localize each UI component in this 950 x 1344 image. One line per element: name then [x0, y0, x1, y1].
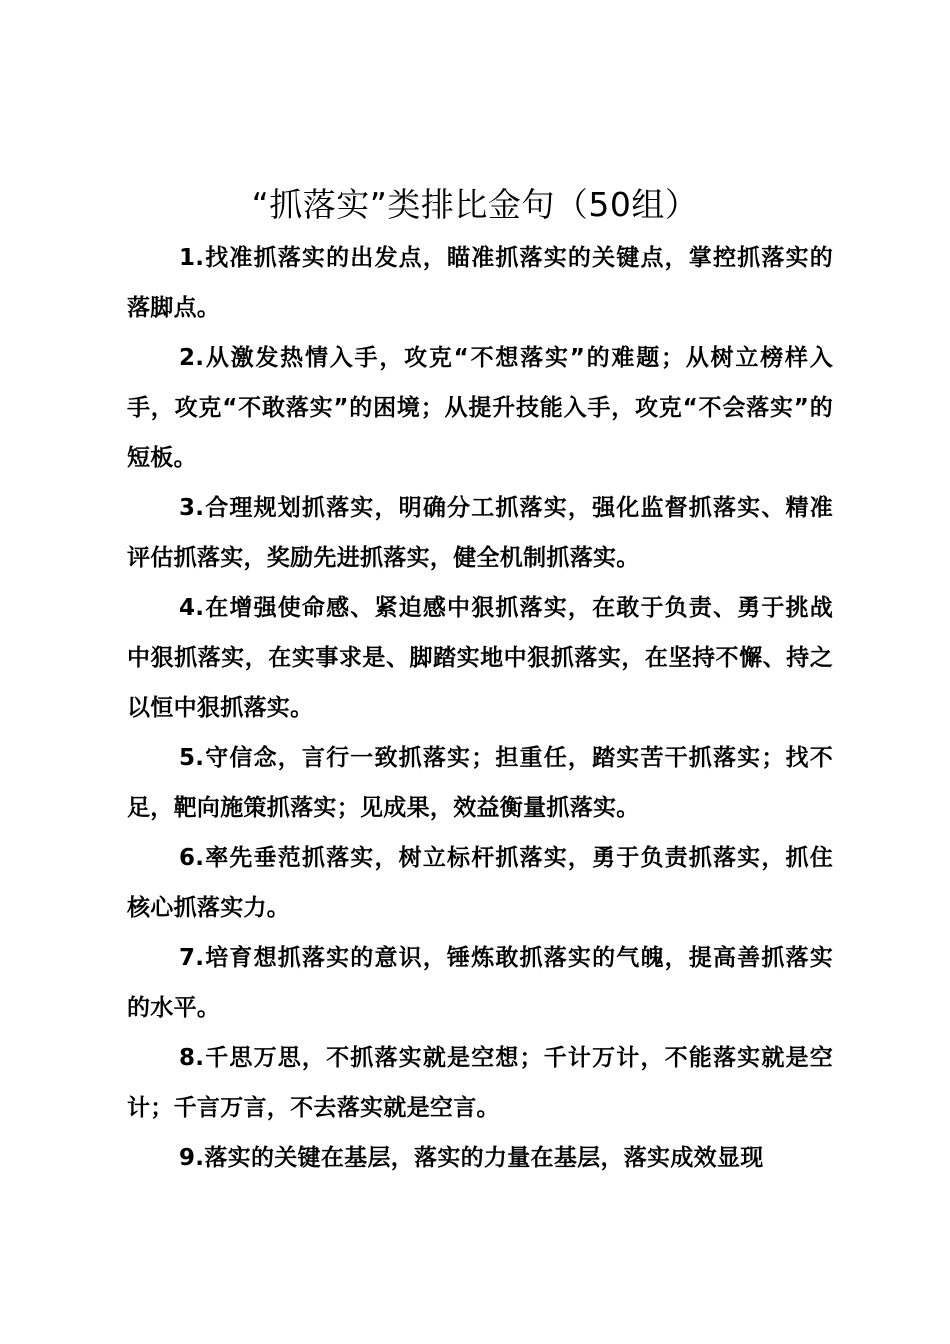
- paragraph-3: 3.合理规划抓落实，明确分工抓落实，强化监督抓落实、精准评估抓落实，奖励先进抓落实，健全机制抓落实。: [127, 495, 833, 571]
- paragraph-2: 2.从激发热情入手，攻克“不想落实”的难题；从树立榜样入手，攻克“不敢落实”的困境；从提升技能入手，攻克“不会落实”的短板。: [127, 345, 833, 471]
- paragraph-1: 1.找准抓落实的出发点，瞄准抓落实的关键点，掌控抓落实的落脚点。: [127, 245, 833, 321]
- document-body: [127, 233, 833, 1183]
- paragraph-6: 6.率先垂范抓落实，树立标杆抓落实，勇于负责抓落实，抓住核心抓落实力。: [127, 845, 833, 921]
- paragraph-5: 5.守信念，言行一致抓落实；担重任，踏实苦干抓落实；找不足，靶向施策抓落实；见成果，效益衡量抓落实。: [127, 745, 833, 821]
- document-title: “抓落实”类排比金句（50组）: [251, 185, 699, 224]
- paragraph-8: 8.千思万思，不抓落实就是空想；千计万计，不能落实就是空计；千言万言，不去落实就是空言。: [127, 1045, 833, 1121]
- paragraph-7: 7.培育想抓落实的意识，锤炼敢抓落实的气魄，提高善抓落实的水平。: [127, 945, 833, 1021]
- paragraph-9: 9.落实的关键在基层，落实的力量在基层，落实成效显现: [179, 1145, 764, 1171]
- paragraph-4: 4.在增强使命感、紧迫感中狠抓落实，在敢于负责、勇于挑战中狠抓落实，在实事求是、脚踏实地中狠抓落实，在坚持不懈、持之以恒中狠抓落实。: [127, 595, 833, 721]
